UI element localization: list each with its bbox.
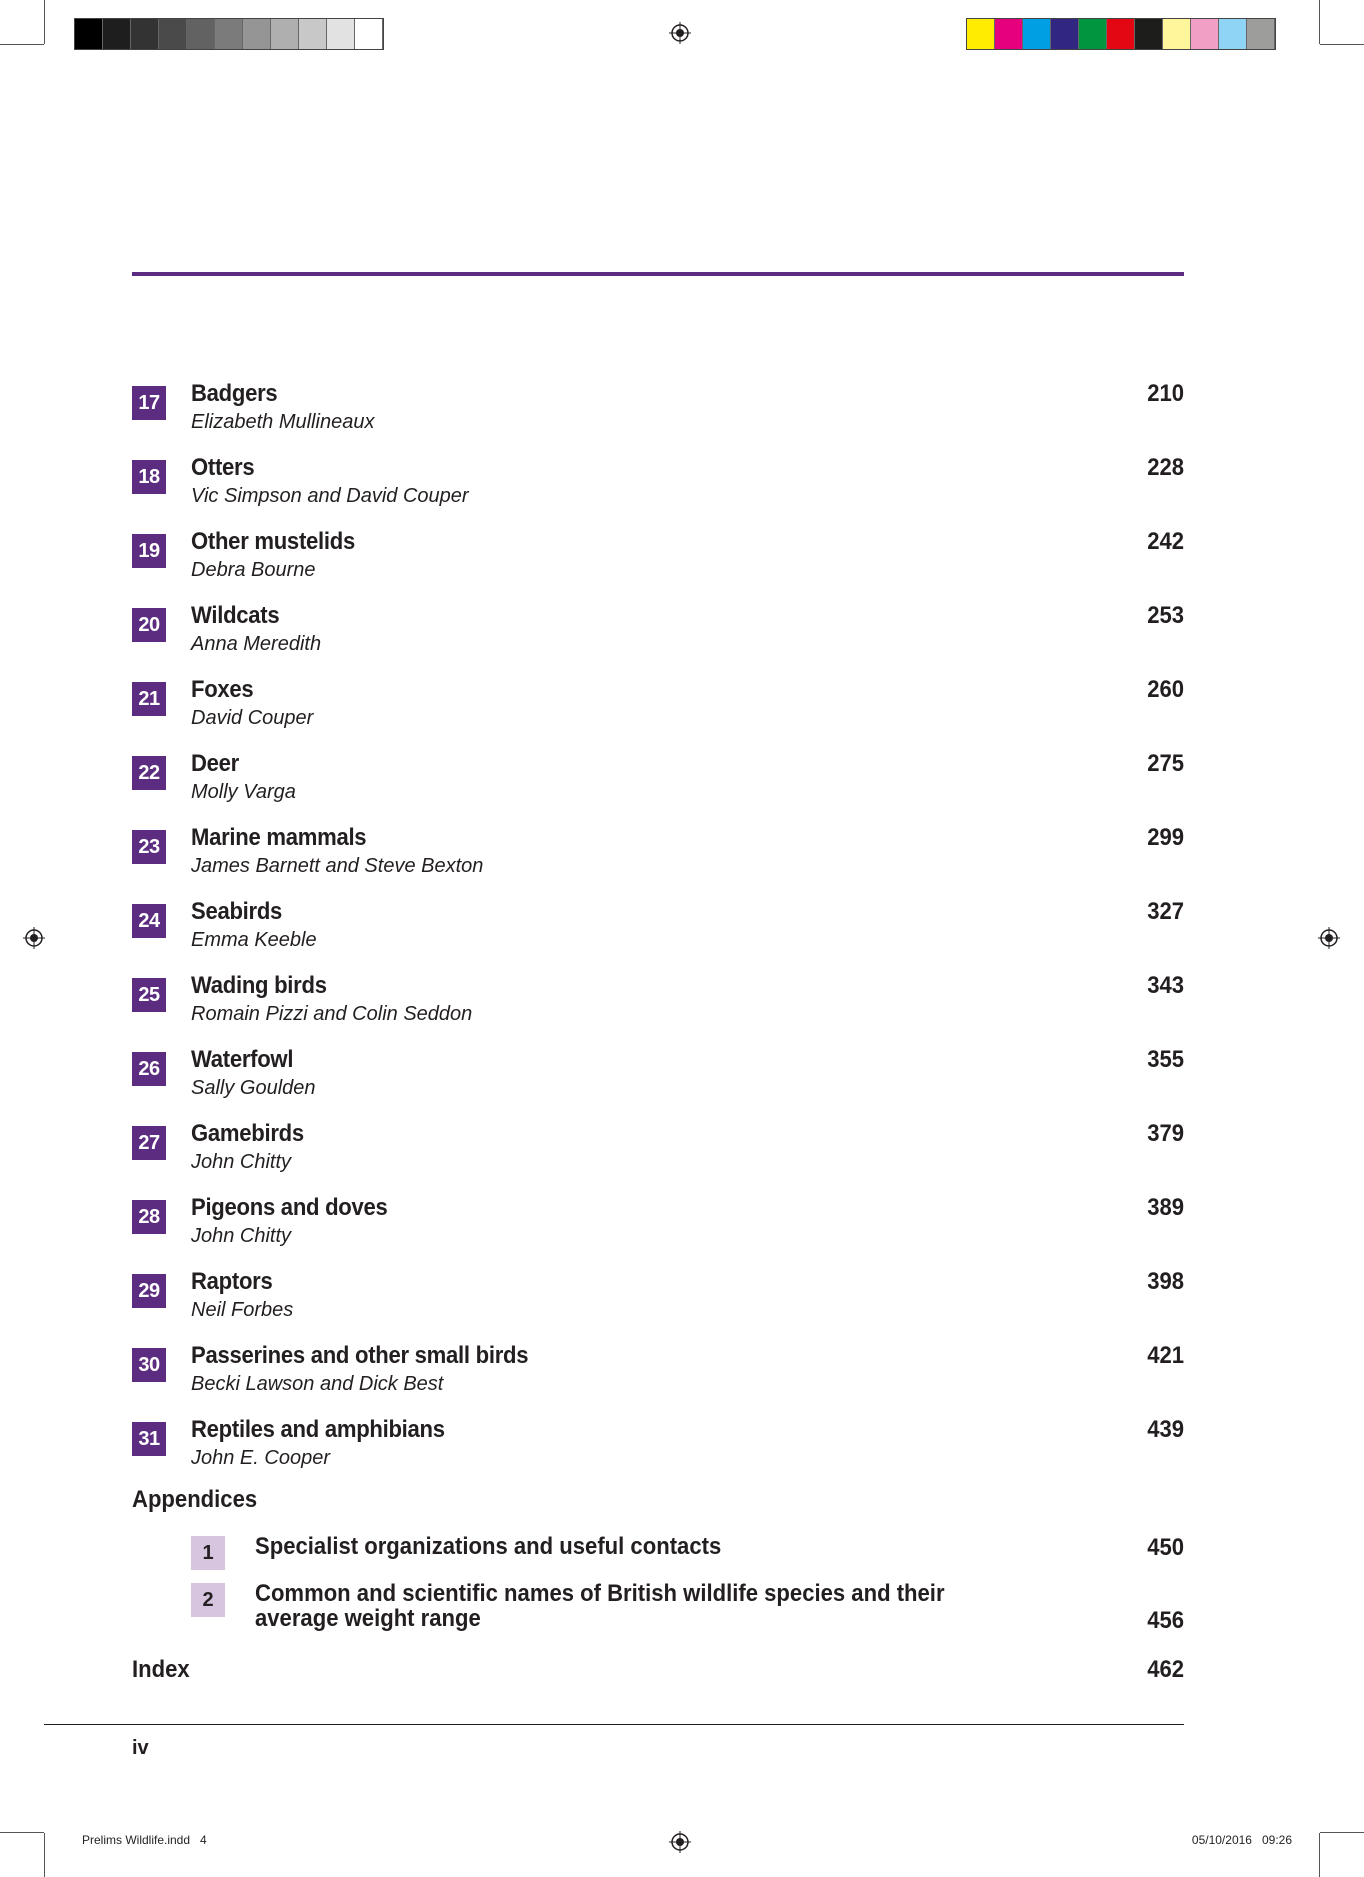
registration-mark-icon xyxy=(669,1831,691,1853)
calibration-swatch xyxy=(1191,19,1219,49)
calibration-swatch xyxy=(1247,19,1275,49)
appendix-page-number: 456 xyxy=(1147,1607,1184,1634)
calibration-swatch xyxy=(995,19,1023,49)
chapter-author: Debra Bourne xyxy=(191,559,316,581)
chapter-title: Seabirds xyxy=(191,898,283,925)
chapter-author: John Chitty xyxy=(191,1225,292,1247)
chapter-title: Gamebirds xyxy=(191,1120,304,1147)
chapter-author: Anna Meredith xyxy=(191,633,322,655)
calibration-swatch xyxy=(1135,19,1163,49)
footer-rule xyxy=(44,1724,1184,1725)
chapter-page-number: 260 xyxy=(1147,676,1184,703)
calibration-swatch xyxy=(75,19,103,49)
chapter-entry[interactable] xyxy=(132,824,1184,898)
calibration-swatch xyxy=(215,19,243,49)
chapter-author: David Couper xyxy=(191,707,314,729)
chapter-number: 21 xyxy=(132,682,166,716)
calibration-swatch xyxy=(243,19,271,49)
crop-mark xyxy=(1320,44,1364,45)
appendix-number: 2 xyxy=(191,1583,225,1617)
chapter-number: 30 xyxy=(132,1348,166,1382)
chapter-title: Pigeons and doves xyxy=(191,1194,388,1221)
chapter-title: Deer xyxy=(191,750,239,777)
chapter-entry[interactable] xyxy=(132,1268,1184,1342)
chapter-number: 22 xyxy=(132,756,166,790)
chapter-entry[interactable] xyxy=(132,750,1184,824)
chapter-entry[interactable] xyxy=(132,1416,1184,1490)
registration-mark-icon xyxy=(23,927,45,949)
grayscale-calibration-bar xyxy=(74,18,384,50)
slug-datetime: 05/10/2016 09:26 xyxy=(1191,1833,1292,1847)
chapter-page-number: 389 xyxy=(1147,1194,1184,1221)
chapter-number: 18 xyxy=(132,460,166,494)
appendix-number: 1 xyxy=(191,1536,225,1570)
chapter-number: 25 xyxy=(132,978,166,1012)
calibration-swatch xyxy=(1051,19,1079,49)
calibration-swatch xyxy=(187,19,215,49)
chapter-page-number: 421 xyxy=(1147,1342,1184,1369)
crop-mark xyxy=(1319,1833,1320,1877)
chapter-entry[interactable] xyxy=(132,898,1184,972)
chapter-author: Romain Pizzi and Colin Seddon xyxy=(191,1003,473,1025)
chapter-entry[interactable] xyxy=(132,1046,1184,1120)
chapter-number: 26 xyxy=(132,1052,166,1086)
chapter-author: Vic Simpson and David Couper xyxy=(191,485,469,507)
registration-mark-icon xyxy=(669,22,691,44)
chapter-title: Marine mammals xyxy=(191,824,367,851)
chapter-author: Becki Lawson and Dick Best xyxy=(191,1373,444,1395)
calibration-swatch xyxy=(967,19,995,49)
chapter-page-number: 210 xyxy=(1147,380,1184,407)
chapter-entry[interactable] xyxy=(132,528,1184,602)
crop-mark xyxy=(44,1833,45,1877)
chapter-title: Wildcats xyxy=(191,602,280,629)
calibration-swatch xyxy=(299,19,327,49)
calibration-swatch xyxy=(1163,19,1191,49)
calibration-swatch xyxy=(1023,19,1051,49)
chapter-title: Raptors xyxy=(191,1268,273,1295)
chapter-entry[interactable] xyxy=(132,380,1184,454)
chapter-author: Elizabeth Mullineaux xyxy=(191,411,375,433)
chapter-page-number: 253 xyxy=(1147,602,1184,629)
crop-mark xyxy=(1320,1832,1364,1833)
crop-mark xyxy=(1319,0,1320,44)
color-calibration-bar xyxy=(966,18,1276,50)
chapter-list xyxy=(132,380,1184,1490)
chapter-page-number: 343 xyxy=(1147,972,1184,999)
chapter-title: Reptiles and amphibians xyxy=(191,1416,445,1443)
chapter-entry[interactable] xyxy=(132,602,1184,676)
chapter-author: Sally Goulden xyxy=(191,1077,316,1099)
chapter-number: 17 xyxy=(132,386,166,420)
chapter-number: 24 xyxy=(132,904,166,938)
chapter-title: Passerines and other small birds xyxy=(191,1342,529,1369)
crop-mark xyxy=(0,1832,44,1833)
chapter-number: 19 xyxy=(132,534,166,568)
chapter-page-number: 299 xyxy=(1147,824,1184,851)
folio-page-number: iv xyxy=(132,1737,149,1759)
calibration-swatch xyxy=(271,19,299,49)
chapter-number: 23 xyxy=(132,830,166,864)
chapter-number: 20 xyxy=(132,608,166,642)
chapter-entry[interactable] xyxy=(132,454,1184,528)
chapter-page-number: 228 xyxy=(1147,454,1184,481)
chapter-title: Foxes xyxy=(191,676,254,703)
chapter-page-number: 355 xyxy=(1147,1046,1184,1073)
header-rule xyxy=(132,272,1184,276)
chapter-title: Badgers xyxy=(191,380,278,407)
index-label[interactable]: Index xyxy=(132,1656,190,1683)
chapter-number: 31 xyxy=(132,1422,166,1456)
slug-filename: Prelims Wildlife.indd 4 xyxy=(82,1833,207,1847)
chapter-author: John Chitty xyxy=(191,1151,292,1173)
crop-mark xyxy=(44,0,45,44)
chapter-author: Neil Forbes xyxy=(191,1299,294,1321)
chapter-author: John E. Cooper xyxy=(191,1447,330,1469)
appendix-title: Specialist organizations and useful contacts xyxy=(255,1533,722,1560)
registration-mark-icon xyxy=(1318,927,1340,949)
chapter-entry[interactable] xyxy=(132,1120,1184,1194)
chapter-page-number: 439 xyxy=(1147,1416,1184,1443)
chapter-page-number: 398 xyxy=(1147,1268,1184,1295)
appendix-title: Common and scientific names of British wildlife species and their average weight range xyxy=(255,1580,945,1632)
chapter-page-number: 242 xyxy=(1147,528,1184,555)
calibration-swatch xyxy=(159,19,187,49)
calibration-swatch xyxy=(1219,19,1247,49)
chapter-entry[interactable] xyxy=(132,972,1184,1046)
crop-mark xyxy=(0,44,44,45)
chapter-author: Emma Keeble xyxy=(191,929,317,951)
chapter-title: Wading birds xyxy=(191,972,327,999)
calibration-swatch xyxy=(1107,19,1135,49)
chapter-title: Other mustelids xyxy=(191,528,355,555)
chapter-page-number: 327 xyxy=(1147,898,1184,925)
calibration-swatch xyxy=(327,19,355,49)
chapter-entry[interactable] xyxy=(132,1194,1184,1268)
chapter-entry[interactable] xyxy=(132,1342,1184,1416)
chapter-author: James Barnett and Steve Bexton xyxy=(191,855,484,877)
chapter-number: 29 xyxy=(132,1274,166,1308)
chapter-title: Waterfowl xyxy=(191,1046,294,1073)
chapter-title: Otters xyxy=(191,454,255,481)
chapter-page-number: 379 xyxy=(1147,1120,1184,1147)
calibration-swatch xyxy=(131,19,159,49)
appendices-heading: Appendices xyxy=(132,1486,258,1513)
chapter-number: 27 xyxy=(132,1126,166,1160)
calibration-swatch xyxy=(103,19,131,49)
calibration-swatch xyxy=(355,19,383,49)
chapter-number: 28 xyxy=(132,1200,166,1234)
chapter-author: Molly Varga xyxy=(191,781,296,803)
index-page-number: 462 xyxy=(1147,1656,1184,1683)
chapter-page-number: 275 xyxy=(1147,750,1184,777)
chapter-entry[interactable] xyxy=(132,676,1184,750)
calibration-swatch xyxy=(1079,19,1107,49)
appendix-page-number: 450 xyxy=(1147,1534,1184,1561)
